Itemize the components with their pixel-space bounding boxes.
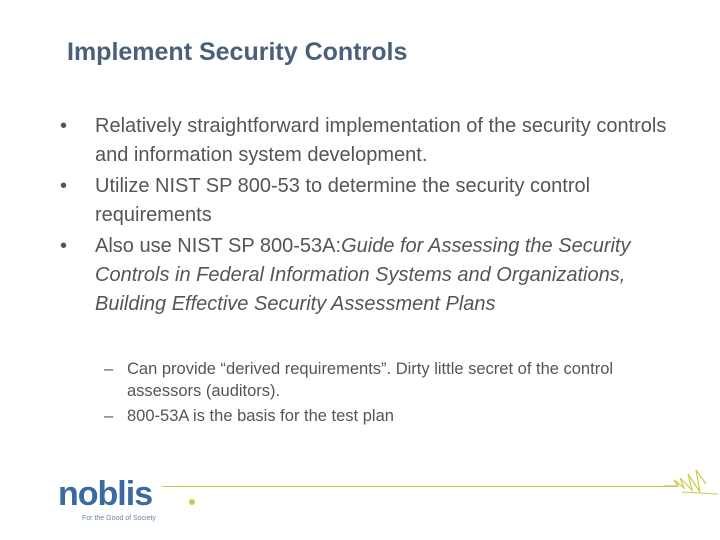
logo-dot-icon — [189, 499, 195, 505]
bullet-item — [60, 172, 700, 230]
slide-title: Implement Security Controls — [67, 38, 408, 66]
bullet-item — [60, 232, 700, 319]
swoosh-icon — [662, 462, 720, 500]
bullet-marker: • — [60, 235, 68, 257]
bullet-item — [60, 112, 700, 170]
bullet-marker: • — [60, 115, 68, 137]
bullet-text: Relatively straightforward implementation of the security controls and information system development. — [95, 115, 667, 166]
sub-bullet-item — [104, 358, 684, 402]
bullet-text — [95, 232, 700, 319]
bullet-list — [60, 112, 700, 321]
document-title-italic: Guide for Assessing the Security Controls in Federal Information Systems and Organizations, Building Effective Security Assessment Plans — [95, 235, 631, 315]
sub-bullet-list — [104, 358, 684, 430]
sub-bullet-marker: – — [104, 407, 114, 425]
bullet-text-plain: Also use NIST SP 800-53A: — [95, 235, 342, 257]
logo-wordmark: noblis — [58, 475, 153, 513]
sub-bullet-text: Can provide “derived requirements”. Dirty little secret of the control assessors (auditors). — [127, 360, 614, 400]
bullet-text: Utilize NIST SP 800-53 to determine the security control requirements — [95, 175, 591, 226]
sub-bullet-item — [104, 405, 684, 427]
sub-bullet-text: 800-53A is the basis for the test plan — [127, 407, 394, 425]
bullet-marker: • — [60, 175, 68, 197]
footer-divider — [162, 486, 678, 487]
noblis-logo — [58, 477, 156, 522]
sub-bullet-marker: – — [104, 360, 114, 378]
logo-tagline: For the Good of Society — [82, 515, 156, 522]
